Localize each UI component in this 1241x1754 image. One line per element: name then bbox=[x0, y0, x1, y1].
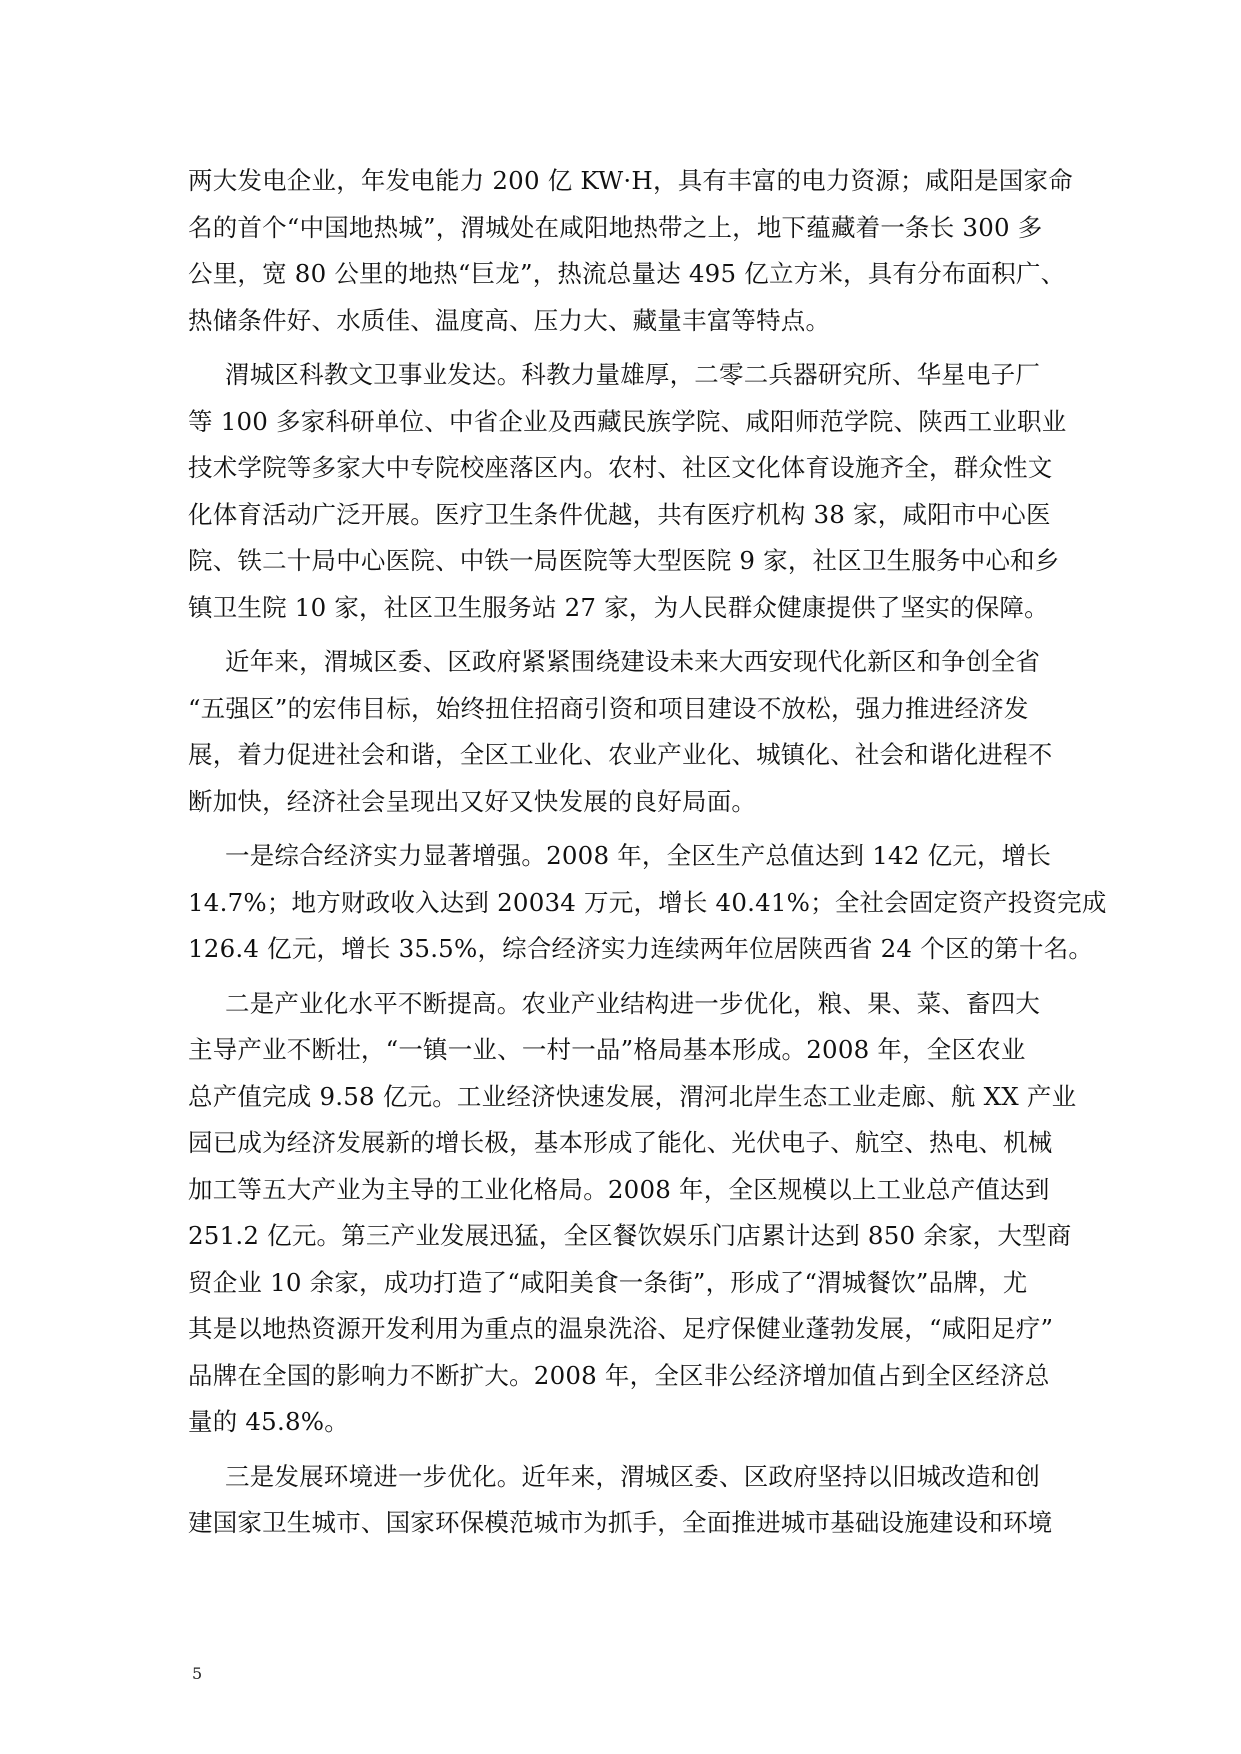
text-line: 化体育活动广泛开展。医疗卫生条件优越，共有医疗机构 38 家，咸阳市中心医 bbox=[188, 499, 1051, 529]
text-line: 二是产业化水平不断提高。农业产业结构进一步优化，粮、果、菜、畜四大 bbox=[225, 988, 1041, 1018]
text-line: “五强区”的宏伟目标，始终扭住招商引资和项目建设不放松，强力推进经济发 bbox=[188, 693, 1029, 723]
text-line: 建国家卫生城市、国家环保模范城市为抓手，全面推进城市基础设施建设和环境 bbox=[188, 1508, 1053, 1537]
text-line: 贸企业 10 余家，成功打造了“咸阳美食一条街”，形成了“渭城餐饮”品牌，尤 bbox=[188, 1267, 1028, 1297]
body-text bbox=[188, 158, 1107, 1547]
text-line: 14.7%；地方财政收入达到 20034 万元，增长 40.41%；全社会固定资产投资完成 bbox=[188, 887, 1107, 917]
text-line: 126.4 亿元，增长 35.5%，综合经济实力连续两年位居陕西省 24 个区的第十名。 bbox=[188, 934, 1094, 963]
text-line: 251.2 亿元。第三产业发展迅猛，全区餐饮娱乐门店累计达到 850 余家，大型商 bbox=[188, 1221, 1072, 1250]
paragraph bbox=[188, 639, 1056, 825]
paragraph-gap bbox=[188, 1446, 1056, 1454]
paragraph bbox=[188, 833, 1107, 973]
text-line: 镇卫生院 10 家，社区卫生服务站 27 家，为人民群众健康提供了坚实的保障。 bbox=[188, 592, 1049, 622]
text-line: 两大发电企业，年发电能力 200 亿 KW·H，具有丰富的电力资源；咸阳是国家命 bbox=[188, 166, 1073, 195]
text-line: 断加快，经济社会呈现出又好又快发展的良好局面。 bbox=[188, 786, 757, 816]
text-line: 热储条件好、水质佳、温度高、压力大、藏量丰富等特点。 bbox=[188, 305, 831, 335]
text-line: 三是发展环境进一步优化。近年来，渭城区委、区政府坚持以旧城改造和创 bbox=[225, 1461, 1041, 1491]
text-line: 近年来，渭城区委、区政府紧紧围绕建设未来大西安现代化新区和争创全省 bbox=[225, 647, 1041, 676]
text-line: 量的 45.8%。 bbox=[188, 1407, 349, 1436]
text-line: 一是综合经济实力显著增强。2008 年，全区生产总值达到 142 亿元，增长 bbox=[225, 841, 1052, 870]
paragraph bbox=[188, 352, 1067, 631]
paragraph-gap bbox=[188, 973, 1056, 981]
text-line: 院、铁二十局中心医院、中铁一局医院等大型医院 9 家，社区卫生服务中心和乡 bbox=[188, 546, 1060, 575]
text-line: 其是以地热资源开发利用为重点的温泉洗浴、足疗保健业蓬勃发展，“咸阳足疗” bbox=[188, 1314, 1054, 1343]
text-line: 渭城区科教文卫事业发达。科教力量雄厚，二零二兵器研究所、华星电子厂 bbox=[225, 360, 1041, 389]
text-line: 品牌在全国的影响力不断扩大。2008 年，全区非公经济增加值占到全区经济总 bbox=[188, 1360, 1050, 1390]
text-line: 展，着力促进社会和谐，全区工业化、农业产业化、城镇化、社会和谐化进程不 bbox=[188, 740, 1053, 769]
paragraph-gap bbox=[188, 631, 1056, 639]
paragraph-gap bbox=[188, 825, 1056, 833]
paragraph-gap bbox=[188, 344, 1056, 352]
text-line: 技术学院等多家大中专院校座落区内。农村、社区文化体育设施齐全，群众性文 bbox=[188, 453, 1053, 482]
text-line: 加工等五大产业为主导的工业化格局。2008 年，全区规模以上工业总产值达到 bbox=[188, 1174, 1050, 1204]
paragraph bbox=[188, 1454, 1056, 1547]
paragraph bbox=[188, 981, 1077, 1446]
page-number: 5 bbox=[192, 1664, 203, 1683]
text-line: 等 100 多家科研单位、中省企业及西藏民族学院、咸阳师范学院、陕西工业职业 bbox=[188, 406, 1067, 436]
text-line: 公里，宽 80 公里的地热“巨龙”，热流总量达 495 亿立方米，具有分布面积广、 bbox=[188, 259, 1066, 288]
text-line: 总产值完成 9.58 亿元。工业经济快速发展，渭河北岸生态工业走廊、航 XX 产业 bbox=[188, 1081, 1077, 1111]
paragraph bbox=[188, 158, 1073, 344]
text-line: 园已成为经济发展新的增长极，基本形成了能化、光伏电子、航空、热电、机械 bbox=[188, 1128, 1053, 1157]
text-line: 主导产业不断壮，“一镇一业、一村一品”格局基本形成。2008 年，全区农业 bbox=[188, 1035, 1026, 1064]
text-line: 名的首个“中国地热城”，渭城处在咸阳地热带之上，地下蕴藏着一条长 300 多 bbox=[188, 212, 1043, 242]
